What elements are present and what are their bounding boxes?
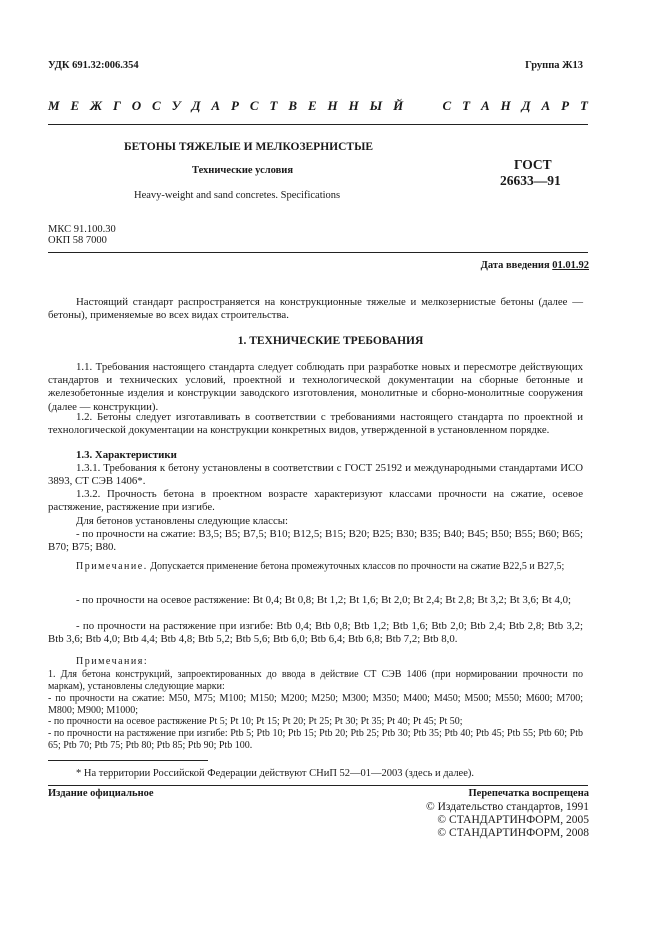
intro-paragraph: Настоящий стандарт распространяется на конструкционные тяжелые и мелкозернистые бетоны (далее — бетоны), применяемые во всех видах строительства.	[48, 296, 583, 322]
note-text: Допускается применение бетона промежуточных классов по прочности на сжатие В22,5 и В27,5;	[147, 561, 565, 572]
notes-item-1: 1. Для бетона конструкций, запроектированных до ввода в действие СТ СЭВ 1406 (при нормировании прочности по маркам), установлены следующие марки:	[48, 669, 583, 693]
gost-label: ГОСТ	[514, 157, 552, 172]
banner-letter: А	[481, 98, 490, 113]
banner-letter: В	[288, 98, 298, 113]
classes-intro: Для бетонов установлены следующие классы:	[76, 515, 289, 527]
note-intermediate-classes	[48, 561, 583, 573]
standard-title: БЕТОНЫ ТЯЖЕЛЫЕ И МЕЛКОЗЕРНИСТЫЕ	[124, 141, 374, 153]
banner-letter: Г	[112, 98, 121, 113]
clause-1-2: 1.2. Бетоны следует изготавливать в соответствии с требованиями настоящего стандарта по проектной и технологической документации на конструкции конкретных видов, утвержденной в установленном порядке.	[48, 411, 583, 437]
notes-axial-grades: - по прочности на осевое растяжение Pt 5; Pt 10; Pt 15; Pt 20; Pt 25; Pt 30; Pt 35; Pt 40; Pt 45; Pt 50;	[48, 716, 463, 727]
banner-letter: Е	[307, 98, 317, 113]
banner-letter: Й	[393, 98, 404, 113]
note-label: Примечание.	[76, 561, 148, 572]
copyright-2008: © СТАНДАРТИНФОРМ, 2008	[437, 827, 589, 839]
clause-1-3-1: 1.3.1. Требования к бетону установлены в соответствии с ГОСТ 25192 и международными стандартами ИСО 3893, СТ СЭВ 1406*.	[48, 462, 583, 488]
bending-tension-classes: - по прочности на растяжение при изгибе: Btb 0,4; Btb 0,8; Btb 1,2; Btb 1,6; Btb 2,0; Btb 2,4; Btb 2,8; Btb 3,2; Btb 3,6; Btb 4,0; Btb 4,4; Btb 4,8; Btb 5,2; Btb 5,6; Btb 6,0; Btb 6,4; Btb 6,8; Btb 7,2; Btb 8,0.	[48, 620, 583, 646]
banner-letter: У	[171, 98, 181, 113]
notes-label: Примечания:	[76, 656, 149, 667]
codes-rule	[48, 252, 588, 253]
banner-gap	[414, 98, 417, 114]
intro-date-value: 01.01.92	[552, 260, 589, 271]
banner-letter: С	[442, 98, 452, 113]
banner-letter: Н	[348, 98, 359, 113]
clause-1-1: 1.1. Требования настоящего стандарта следует соблюдать при разработке новых и пересмотре действующих стандартов и технических условий, проектной и технологической документации на сборные бетонные и железобетонные изделия и конструкции заводского изготовления, монолитные и сборно-монолитные сооружения (далее — конструкции).	[48, 361, 583, 413]
banner-letter: Ы	[369, 98, 383, 113]
english-title: Heavy-weight and sand concretes. Specifications	[134, 190, 341, 201]
banner-letter: М	[48, 98, 60, 113]
mks-code: МКС 91.100.30	[48, 224, 116, 235]
gost-number: 26633—91	[500, 173, 561, 188]
banner-letter: Н	[327, 98, 338, 113]
footnote-rule	[48, 760, 208, 761]
footer-rule	[48, 785, 588, 786]
clause-1-3-heading: 1.3. Характеристики	[76, 449, 177, 461]
udk-code: УДК 691.32:006.354	[48, 60, 139, 71]
intro-date-label: Дата введения	[480, 260, 550, 271]
axial-tension-classes: - по прочности на осевое растяжение: Bt 0,4; Bt 0,8; Bt 1,2; Bt 1,6; Bt 2,0; Bt 2,4; Bt 2,8; Bt 3,2; Bt 3,6; Bt 4,0;	[76, 594, 571, 606]
banner-letter: С	[249, 98, 259, 113]
banner-letter: Р	[561, 98, 570, 113]
official-edition: Издание официальное	[48, 788, 154, 799]
banner-letter: Р	[231, 98, 239, 113]
banner-letter: Т	[462, 98, 471, 113]
banner-gap	[428, 98, 431, 114]
banner-letter: А	[211, 98, 221, 113]
okp-code: ОКП 58 7000	[48, 235, 107, 246]
banner-letter: А	[541, 98, 551, 113]
footnote: * На территории Российской Федерации действуют СНиП 52—01—2003 (здесь и далее).	[76, 768, 475, 779]
compression-classes: - по прочности на сжатие: В3,5; В5; В7,5; В10; В12,5; В15; В20; В25; В30; В35; В40; В45; В50; В55; В60; В65; В70; В75; В80.	[48, 528, 583, 554]
copyright-1991: © Издательство стандартов, 1991	[425, 801, 589, 813]
banner-letter: Т	[579, 98, 588, 113]
banner-letter: О	[131, 98, 142, 113]
banner-letter: Д	[191, 98, 201, 113]
group-code: Группа Ж13	[525, 60, 583, 71]
copyright-2005: © СТАНДАРТИНФОРМ, 2005	[437, 814, 589, 826]
intro-date	[481, 260, 589, 271]
banner-letter: Н	[500, 98, 511, 113]
banner-letter: Ж	[90, 98, 103, 113]
banner-rule	[48, 124, 588, 125]
reprint-prohibited: Перепечатка воспрещена	[468, 788, 589, 799]
clause-1-3-2: 1.3.2. Прочность бетона в проектном возрасте характеризуют классами прочности на сжатие, осевое растяжение, растяжение при изгибе.	[48, 488, 583, 514]
standard-subtitle: Технические условия	[192, 165, 294, 176]
banner-letter: Д	[521, 98, 531, 113]
interstate-standard-banner	[48, 98, 588, 114]
banner-letter: С	[152, 98, 161, 113]
banner-letter: Т	[269, 98, 278, 113]
notes-compression-grades: - по прочности на сжатие: М50, М75; М100; М150; М200; М250; М300; М350; М400; М450; М500; М550; М600; М700; М800; М900; М1000;	[48, 693, 583, 717]
notes-bending-grades: - по прочности на растяжение при изгибе: Ptb 5; Ptb 10; Ptb 15; Ptb 20; Ptb 25; Ptb 30; Ptb 35; Ptb 40; Ptb 45; Ptb 55; Ptb 60; Ptb 65; Ptb 70; Ptb 75; Ptb 80; Ptb 85; Ptb 90; Ptb 100.	[48, 728, 583, 752]
banner-letter: Е	[70, 98, 80, 113]
section-heading: 1. ТЕХНИЧЕСКИЕ ТРЕБОВАНИЯ	[237, 335, 424, 347]
